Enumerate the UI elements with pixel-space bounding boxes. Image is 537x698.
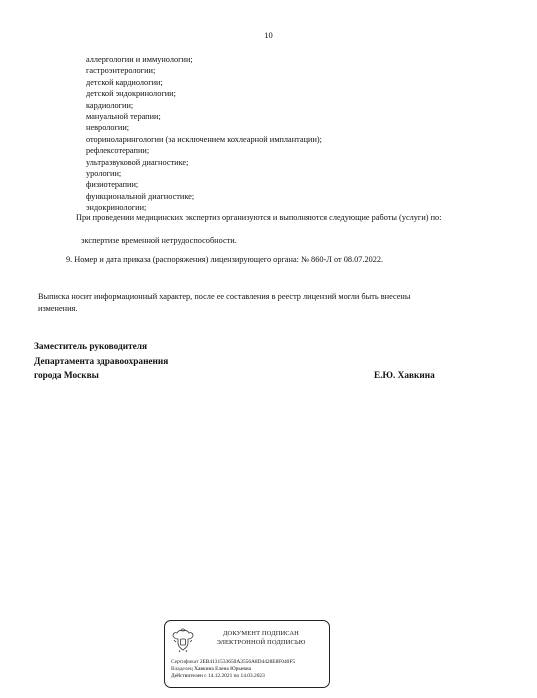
signatory-position-line: Департамента здравоохранения	[34, 356, 169, 367]
page-number: 10	[264, 30, 273, 40]
list-item: гастроэнтерологии;	[86, 66, 156, 76]
stamp-details	[171, 659, 327, 680]
coat-of-arms-icon	[171, 627, 195, 653]
electronic-signature-stamp	[164, 620, 330, 688]
owner-value: Хавкина Елена Юрьевна	[194, 666, 252, 672]
list-item: физиотерапии;	[86, 180, 139, 190]
list-item: неврологии;	[86, 123, 130, 133]
stamp-title	[197, 630, 325, 647]
list-item: детской кардиологии;	[86, 77, 163, 87]
validity-line: Действителен с 14.12.2021 по 14.03.2023	[171, 673, 265, 679]
signatory-position-line: города Москвы	[34, 371, 99, 382]
owner-line	[171, 666, 327, 673]
list-item: мануальной терапии;	[86, 112, 161, 122]
owner-label: Владелец	[171, 666, 193, 672]
list-item: ультразвуковой диагностике;	[86, 157, 189, 167]
list-item: рефлексотерапии;	[86, 146, 150, 156]
signatory-position	[34, 340, 168, 384]
list-item: эндокринологии;	[86, 203, 147, 213]
certificate-label: Сертификат	[171, 659, 199, 665]
stamp-title-line1: ДОКУМЕНТ ПОДПИСАН	[223, 630, 299, 637]
list-item: аллергологии и иммунологии;	[86, 55, 193, 64]
list-item: урологии;	[86, 169, 122, 179]
signatory-name: Е.Ю. Хавкина	[374, 371, 435, 381]
certificate-line	[171, 659, 327, 666]
list-item: функциональной диагностике;	[86, 191, 195, 201]
specialty-list	[86, 54, 322, 214]
stamp-title-line2: ЭЛЕКТРОННОЙ ПОДПИСЬЮ	[216, 638, 306, 646]
signatory-position-line: Заместитель руководителя	[34, 342, 148, 352]
list-item: оториноларингологии (за исключением кохлеарной имплантации);	[86, 134, 322, 144]
notice-text: Выписка носит информационный характер, после ее составления в реестр лицензий могли быть внесены изменения.	[38, 292, 411, 313]
certificate-value: 2EB4131533650A3556A8D4428E8F040F5	[199, 659, 296, 665]
expertise-item: экспертизе временной нетрудоспособности.	[81, 236, 237, 245]
list-item: кардиологии;	[86, 100, 134, 110]
list-item: детской эндокринологии;	[86, 89, 176, 99]
expertise-intro: При проведении медицинских экспертиз организуются и выполняются следующие работы (услуги) по:	[76, 213, 442, 222]
order-number-line: 9. Номер и дата приказа (распоряжения) лицензирующего органа: № 860-Л от 08.07.2022.	[66, 255, 384, 264]
